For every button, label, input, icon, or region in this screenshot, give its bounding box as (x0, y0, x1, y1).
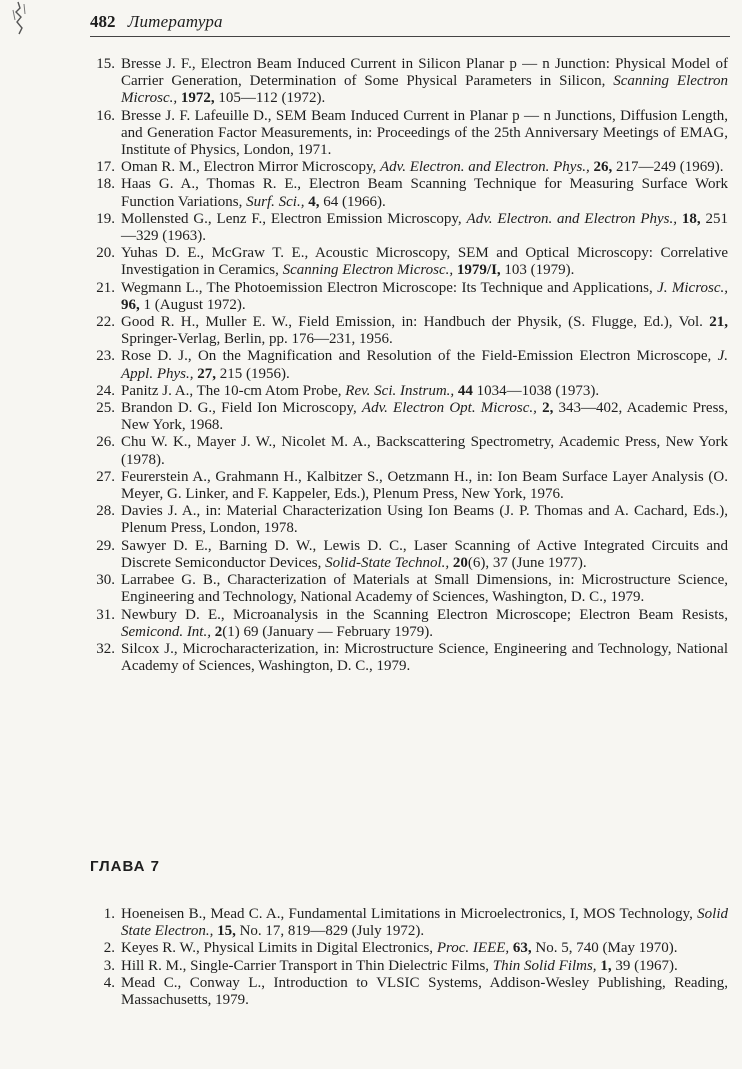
journal-title: Solid State Electron., (121, 906, 728, 940)
reference-item (88, 280, 728, 314)
reference-number: 23. (96, 348, 115, 365)
journal-title: Semicond. Int., (121, 623, 211, 640)
page-header (90, 12, 730, 37)
reference-text: Mollensted G., Lenz F., Electron Emission Microscopy, (121, 210, 467, 227)
journal-title: Adv. Electron Opt. Microsc., (361, 400, 537, 417)
reference-item (88, 975, 728, 1009)
reference-text: Hill R. M., Single-Carrier Transport in Thin Dielectric Films, (121, 957, 493, 974)
reference-number: 27. (96, 468, 115, 485)
reference-text: 217—249 (1969). (612, 159, 724, 176)
margin-scan-artifact (4, 0, 30, 40)
reference-text: 343—402, Academic Press, New York, 1968. (121, 400, 728, 434)
volume-number: 15, (217, 923, 236, 940)
journal-title: J. Microsc., (657, 279, 728, 296)
reference-number: 24. (96, 382, 115, 399)
reference-text: 105—112 (1972). (214, 90, 326, 107)
reference-item (88, 503, 728, 537)
reference-number: 3. (103, 957, 115, 974)
reference-number: 30. (96, 572, 115, 589)
reference-text: Haas G. A., Thomas R. E., Electron Beam Scanning Technique for Measuring Surface Work Function Variations, (121, 176, 728, 210)
reference-text: Panitz J. A., The 10-cm Atom Probe, (121, 382, 346, 399)
reference-text: Oman R. M., Electron Mirror Microscopy, (121, 159, 380, 176)
reference-item (88, 940, 728, 957)
volume-number: 1979/I, (456, 262, 501, 279)
volume-number: 63, (512, 940, 532, 957)
reference-text: (1) 69 (January — February 1979). (222, 623, 434, 640)
reference-text: Bresse J. F., Electron Beam Induced Current in Silicon Planar p — n Junction: Physical Model of Carrier Generation, Determination of Some Physical Parameters in Silicon, (121, 56, 728, 90)
reference-text: 1 (August 1972). (139, 296, 246, 313)
reference-number: 31. (96, 606, 115, 623)
reference-number: 29. (96, 537, 115, 554)
reference-text: Newbury D. E., Microanalysis in the Scanning Electron Microscope; Electron Beam Resists, (121, 606, 728, 623)
chapter-heading: ГЛАВА 7 (90, 858, 160, 875)
reference-item (88, 56, 728, 108)
reference-number: 32. (96, 640, 115, 657)
volume-number: 1972, (180, 90, 215, 107)
reference-item (88, 641, 728, 675)
volume-number: 18, (681, 210, 701, 227)
volume-number: 44 (457, 382, 473, 399)
volume-number: 1, (600, 957, 612, 974)
journal-title: Scanning Electron Microsc., (121, 73, 729, 107)
reference-text: Chu W. K., Mayer J. W., Nicolet M. A., Backscattering Spectrometry, Academic Press, New York (1978). (121, 434, 728, 468)
reference-text: 39 (1967). (611, 957, 678, 974)
volume-number: 4, (308, 193, 320, 210)
reference-number: 15. (96, 56, 115, 72)
reference-number: 18. (96, 176, 115, 193)
volume-number: 21, (709, 314, 728, 331)
reference-text: Bresse J. F. Lafeuille D., SEM Beam Induced Current in Planar p — n Junctions, Diffusion Length, and Generation Factor Measurements, in: Proceedings of the 25th Anniversary Meetings of EMAG, Institute of Physics, London, 1971. (121, 107, 728, 159)
reference-item (88, 245, 728, 279)
reference-item (88, 572, 728, 606)
reference-list (88, 56, 728, 675)
volume-number: 2 (214, 623, 223, 640)
reference-item (88, 958, 728, 975)
reference-item (88, 108, 728, 160)
reference-number: 17. (96, 159, 115, 176)
reference-item (88, 400, 728, 434)
reference-number: 4. (103, 974, 115, 991)
reference-text: No. 17, 819—829 (July 1972). (235, 923, 425, 940)
reference-number: 2. (103, 940, 115, 957)
journal-title: Thin Solid Films, (492, 957, 597, 974)
journal-title: Proc. IEEE, (436, 940, 510, 957)
reference-item (88, 159, 728, 176)
reference-item (88, 348, 728, 382)
journal-title: Surf. Sci., (246, 193, 305, 210)
reference-number: 16. (96, 107, 115, 124)
reference-text: 103 (1979). (500, 262, 575, 279)
reference-text: Springer-Verlag, Berlin, pp. 176—231, 1956. (121, 331, 393, 348)
journal-title: Adv. Electron. and Electron Phys., (466, 210, 678, 227)
reference-text: Silcox J., Microcharacterization, in: Microstructure Science, Engineering and Technology, National Academy of Sciences, Washington, D. C., 1979. (121, 640, 728, 675)
reference-text: Brandon D. G., Field Ion Microscopy, (121, 400, 362, 417)
reference-text: Wegmann L., The Photoemission Electron Microscope: Its Technique and Applications, (121, 279, 658, 296)
reference-number: 20. (96, 245, 115, 262)
volume-number: 26, (593, 159, 613, 176)
page-number: 482 (90, 12, 116, 31)
reference-number: 1. (103, 906, 115, 922)
journal-title: Adv. Electron. and Electron. Phys., (379, 159, 590, 176)
reference-number: 28. (96, 503, 115, 520)
volume-number: 27, (197, 365, 216, 382)
journal-title: Scanning Electron Microsc., (282, 262, 454, 279)
reference-text: No. 5, 740 (May 1970). (531, 940, 678, 957)
reference-text: Yuhas D. E., McGraw T. E., Acoustic Microscopy, SEM and Optical Microscopy: Correlative Investigation in Ceramics, (121, 245, 728, 279)
reference-text: 215 (1956). (216, 365, 290, 382)
reference-text: Hoeneisen B., Mead C. A., Fundamental Limitations in Microelectronics, I, MOS Technology, (121, 906, 698, 922)
reference-text: Davies J. A., in: Material Characterization Using Ion Beams (J. P. Thomas and A. Cachard, Eds.), Plenum Press, London, 1978. (121, 503, 728, 537)
reference-item (88, 314, 728, 348)
reference-item (88, 383, 728, 400)
reference-item (88, 538, 728, 572)
reference-item (88, 607, 728, 641)
reference-item (88, 434, 728, 468)
reference-text: Sawyer D. E., Barning D. W., Lewis D. C., Laser Scanning of Active Integrated Circuits and Discrete Semiconductor Devices, (121, 537, 728, 571)
journal-title: Solid-State Technol., (325, 554, 450, 571)
running-title: Литература (127, 12, 223, 31)
reference-text: Mead C., Conway L., Introduction to VLSIC Systems, Addison-Wesley Publishing, Reading, Massachusetts, 1979. (121, 974, 728, 1009)
reference-item (88, 469, 728, 503)
reference-list-chapter-7 (88, 906, 728, 1009)
reference-text: Good R. H., Muller E. W., Field Emission, in: Handbuch der Physik, (S. Flugge, Ed.), Vol. (121, 314, 710, 331)
journal-title: Rev. Sci. Instrum., (345, 382, 455, 399)
reference-item (88, 176, 728, 210)
reference-text: Feurerstein A., Grahmann H., Kalbitzer S., Oetzmann H., in: Ion Beam Surface Layer Analysis (O. Meyer, G. Linker, and F. Kappeler, Eds.), Plenum Press, New York, 1976. (121, 468, 728, 503)
reference-number: 19. (96, 210, 115, 227)
reference-text: 64 (1966). (319, 193, 386, 210)
reference-text: 251—329 (1963). (121, 210, 728, 245)
reference-text: Larrabee G. B., Characterization of Materials at Small Dimensions, in: Microstructure Science, Engineering and Technology, National Academy of Sciences, Washington, D. C., 1979. (121, 572, 728, 606)
reference-text: Keyes R. W., Physical Limits in Digital Electronics, (121, 940, 437, 957)
reference-item (88, 211, 728, 245)
volume-number: 96, (121, 296, 140, 313)
reference-text: 1034—1038 (1973). (472, 382, 600, 399)
reference-number: 22. (96, 314, 115, 331)
reference-text: Rose D. J., On the Magnification and Resolution of the Field-Emission Electron Microscope, (121, 348, 718, 365)
reference-item (88, 906, 728, 940)
volume-number: 20 (452, 554, 468, 571)
reference-number: 26. (96, 434, 115, 451)
reference-number: 25. (96, 400, 115, 417)
reference-text: (6), 37 (June 1977). (467, 554, 587, 571)
journal-title: J. Appl. Phys., (121, 348, 728, 382)
volume-number: 2, (542, 400, 554, 417)
reference-number: 21. (96, 279, 115, 296)
